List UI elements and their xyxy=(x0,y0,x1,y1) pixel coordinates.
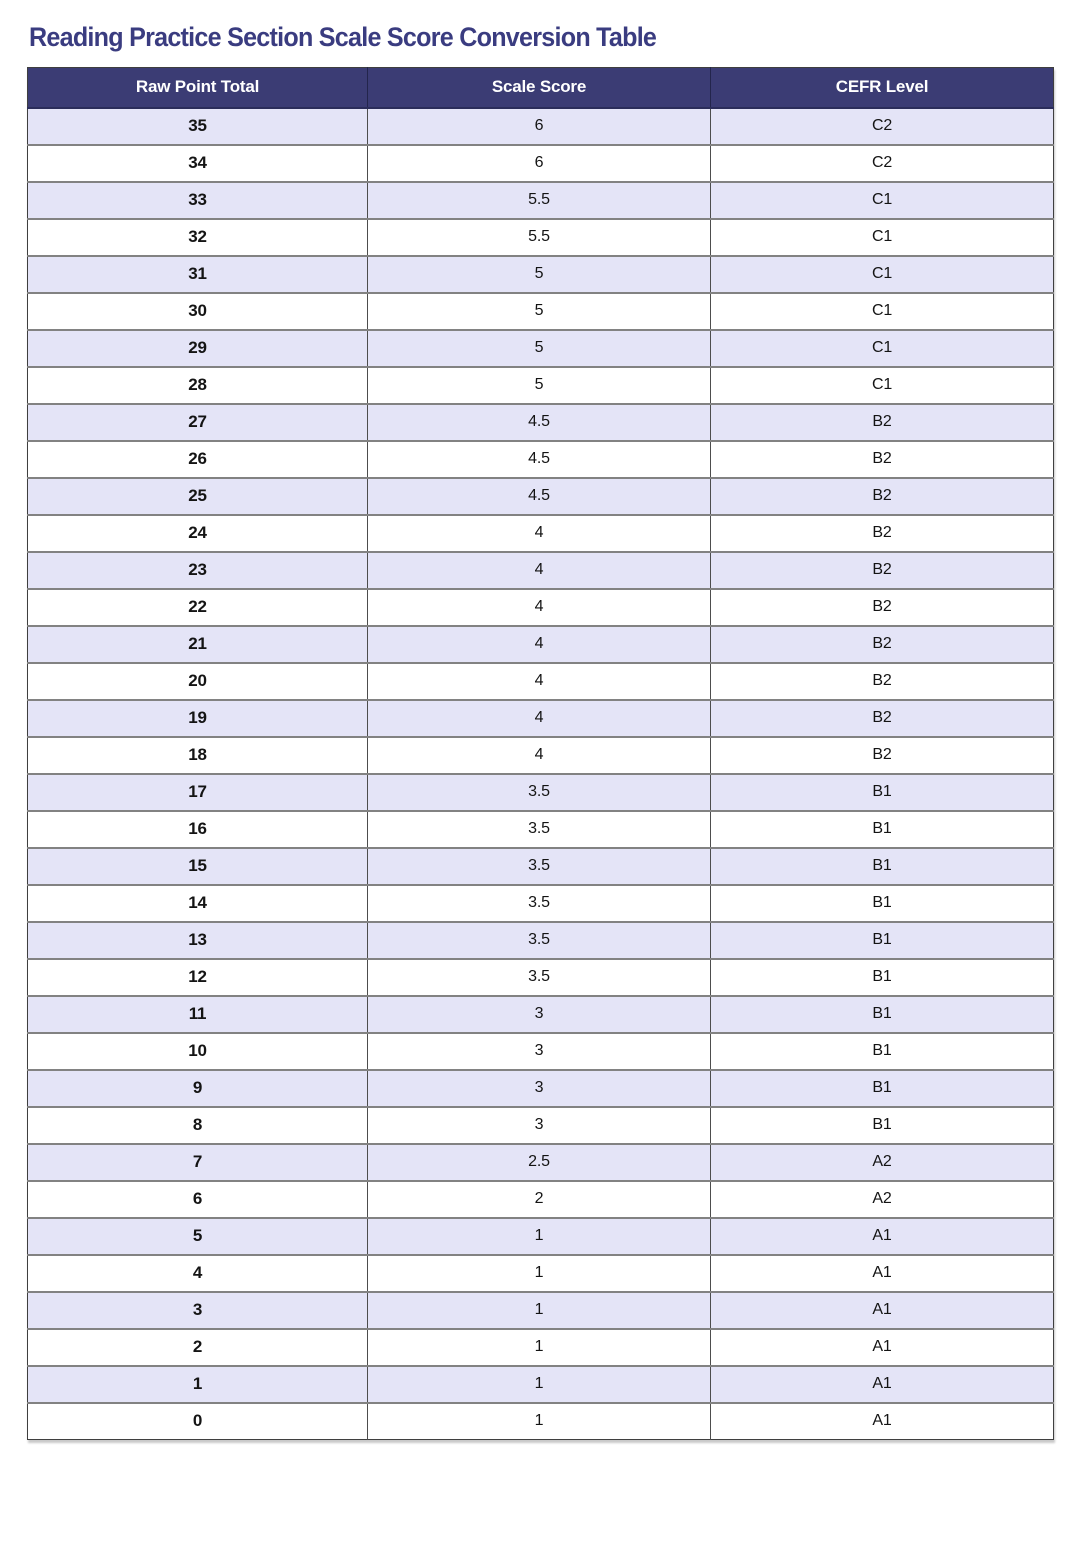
scale-score-cell: 5.5 xyxy=(368,219,711,256)
raw-point-cell: 17 xyxy=(28,774,368,811)
cefr-level-cell: C1 xyxy=(711,330,1054,367)
raw-point-cell: 9 xyxy=(28,1070,368,1107)
raw-point-cell: 12 xyxy=(28,959,368,996)
raw-point-cell: 34 xyxy=(28,145,368,182)
raw-point-cell: 24 xyxy=(28,515,368,552)
table-row xyxy=(28,1033,1054,1070)
raw-point-cell: 20 xyxy=(28,663,368,700)
raw-point-cell: 21 xyxy=(28,626,368,663)
cefr-level-cell: C1 xyxy=(711,293,1054,330)
scale-score-cell: 3 xyxy=(368,1070,711,1107)
cefr-level-cell: B1 xyxy=(711,996,1054,1033)
raw-point-cell: 33 xyxy=(28,182,368,219)
raw-point-cell: 29 xyxy=(28,330,368,367)
cefr-level-cell: B1 xyxy=(711,922,1054,959)
cefr-level-cell: B1 xyxy=(711,959,1054,996)
cefr-level-cell: C1 xyxy=(711,367,1054,404)
scale-score-cell: 4 xyxy=(368,552,711,589)
table-row xyxy=(28,1403,1054,1440)
table-row xyxy=(28,1144,1054,1181)
cefr-level-cell: B2 xyxy=(711,663,1054,700)
raw-point-cell: 16 xyxy=(28,811,368,848)
scale-score-cell: 4.5 xyxy=(368,478,711,515)
scale-score-cell: 4 xyxy=(368,700,711,737)
table-row xyxy=(28,811,1054,848)
scale-score-cell: 4 xyxy=(368,626,711,663)
table-row xyxy=(28,1218,1054,1255)
scale-score-conversion-table xyxy=(27,67,1054,1440)
raw-point-cell: 32 xyxy=(28,219,368,256)
scale-score-cell: 3 xyxy=(368,996,711,1033)
cefr-level-cell: A1 xyxy=(711,1329,1054,1366)
page-title: Reading Practice Section Scale Score Conversion Table xyxy=(29,22,657,52)
scale-score-cell: 1 xyxy=(368,1255,711,1292)
scale-score-cell: 6 xyxy=(368,145,711,182)
table-row xyxy=(28,1292,1054,1329)
table-row xyxy=(28,367,1054,404)
raw-point-cell: 2 xyxy=(28,1329,368,1366)
scale-score-cell: 4 xyxy=(368,663,711,700)
scale-score-cell: 2 xyxy=(368,1181,711,1218)
raw-point-cell: 28 xyxy=(28,367,368,404)
table-row xyxy=(28,1070,1054,1107)
cefr-level-cell: C1 xyxy=(711,182,1054,219)
raw-point-cell: 15 xyxy=(28,848,368,885)
cefr-level-cell: C1 xyxy=(711,219,1054,256)
raw-point-cell: 7 xyxy=(28,1144,368,1181)
cefr-level-cell: C1 xyxy=(711,256,1054,293)
scale-score-cell: 5 xyxy=(368,367,711,404)
cefr-level-cell: B2 xyxy=(711,737,1054,774)
cefr-level-cell: A1 xyxy=(711,1292,1054,1329)
table-row xyxy=(28,515,1054,552)
scale-score-cell: 5 xyxy=(368,330,711,367)
raw-point-cell: 30 xyxy=(28,293,368,330)
scale-score-cell: 5 xyxy=(368,293,711,330)
table-row xyxy=(28,478,1054,515)
scale-score-cell: 3.5 xyxy=(368,848,711,885)
raw-point-cell: 3 xyxy=(28,1292,368,1329)
raw-point-cell: 23 xyxy=(28,552,368,589)
scale-score-cell: 2.5 xyxy=(368,1144,711,1181)
raw-point-cell: 10 xyxy=(28,1033,368,1070)
cefr-level-cell: B2 xyxy=(711,589,1054,626)
raw-point-cell: 8 xyxy=(28,1107,368,1144)
cefr-level-cell: A1 xyxy=(711,1403,1054,1440)
scale-score-cell: 3.5 xyxy=(368,885,711,922)
cefr-level-cell: B2 xyxy=(711,626,1054,663)
raw-point-cell: 5 xyxy=(28,1218,368,1255)
table-row xyxy=(28,256,1054,293)
table-header xyxy=(28,68,1054,108)
raw-point-cell: 26 xyxy=(28,441,368,478)
table-row xyxy=(28,182,1054,219)
table-row xyxy=(28,663,1054,700)
cefr-level-cell: C2 xyxy=(711,108,1054,145)
header-scale-score: Scale Score xyxy=(368,68,711,108)
cefr-level-cell: B2 xyxy=(711,441,1054,478)
header-row xyxy=(28,68,1054,108)
table-row xyxy=(28,1329,1054,1366)
table-row xyxy=(28,885,1054,922)
scale-score-cell: 1 xyxy=(368,1218,711,1255)
raw-point-cell: 6 xyxy=(28,1181,368,1218)
raw-point-cell: 4 xyxy=(28,1255,368,1292)
scale-score-cell: 3.5 xyxy=(368,811,711,848)
raw-point-cell: 13 xyxy=(28,922,368,959)
cefr-level-cell: B2 xyxy=(711,515,1054,552)
table-row xyxy=(28,848,1054,885)
table-row xyxy=(28,774,1054,811)
table-row xyxy=(28,1255,1054,1292)
table-row xyxy=(28,1366,1054,1403)
cefr-level-cell: A1 xyxy=(711,1218,1054,1255)
cefr-level-cell: A1 xyxy=(711,1255,1054,1292)
cefr-level-cell: B1 xyxy=(711,1107,1054,1144)
cefr-level-cell: B1 xyxy=(711,885,1054,922)
table-row xyxy=(28,1181,1054,1218)
scale-score-cell: 5 xyxy=(368,256,711,293)
scale-score-cell: 6 xyxy=(368,108,711,145)
header-raw-point-total: Raw Point Total xyxy=(28,68,368,108)
scale-score-cell: 3.5 xyxy=(368,959,711,996)
table-row xyxy=(28,293,1054,330)
table-row xyxy=(28,959,1054,996)
table-row xyxy=(28,145,1054,182)
scale-score-cell: 4.5 xyxy=(368,441,711,478)
cefr-level-cell: B2 xyxy=(711,404,1054,441)
table-row xyxy=(28,626,1054,663)
scale-score-cell: 1 xyxy=(368,1329,711,1366)
table-row xyxy=(28,589,1054,626)
raw-point-cell: 25 xyxy=(28,478,368,515)
raw-point-cell: 1 xyxy=(28,1366,368,1403)
scale-score-cell: 4 xyxy=(368,589,711,626)
table-row xyxy=(28,330,1054,367)
raw-point-cell: 35 xyxy=(28,108,368,145)
table-row xyxy=(28,404,1054,441)
table-row xyxy=(28,1107,1054,1144)
cefr-level-cell: A2 xyxy=(711,1144,1054,1181)
cefr-level-cell: B2 xyxy=(711,700,1054,737)
scale-score-cell: 1 xyxy=(368,1403,711,1440)
raw-point-cell: 19 xyxy=(28,700,368,737)
table-row xyxy=(28,441,1054,478)
scale-score-cell: 5.5 xyxy=(368,182,711,219)
raw-point-cell: 11 xyxy=(28,996,368,1033)
header-cefr-level: CEFR Level xyxy=(711,68,1054,108)
cefr-level-cell: B1 xyxy=(711,1070,1054,1107)
cefr-level-cell: A2 xyxy=(711,1181,1054,1218)
scale-score-cell: 1 xyxy=(368,1292,711,1329)
scale-score-cell: 3 xyxy=(368,1107,711,1144)
cefr-level-cell: A1 xyxy=(711,1366,1054,1403)
table-row xyxy=(28,700,1054,737)
scale-score-cell: 3.5 xyxy=(368,774,711,811)
table-row xyxy=(28,996,1054,1033)
table-row xyxy=(28,737,1054,774)
raw-point-cell: 18 xyxy=(28,737,368,774)
cefr-level-cell: B1 xyxy=(711,1033,1054,1070)
scale-score-cell: 1 xyxy=(368,1366,711,1403)
raw-point-cell: 0 xyxy=(28,1403,368,1440)
scale-score-cell: 4 xyxy=(368,737,711,774)
scale-score-cell: 3.5 xyxy=(368,922,711,959)
conversion-table-body xyxy=(28,108,1054,1440)
scale-score-cell: 3 xyxy=(368,1033,711,1070)
cefr-level-cell: B2 xyxy=(711,478,1054,515)
raw-point-cell: 31 xyxy=(28,256,368,293)
raw-point-cell: 14 xyxy=(28,885,368,922)
cefr-level-cell: C2 xyxy=(711,145,1054,182)
raw-point-cell: 27 xyxy=(28,404,368,441)
cefr-level-cell: B1 xyxy=(711,774,1054,811)
table-row xyxy=(28,108,1054,145)
table-row xyxy=(28,219,1054,256)
cefr-level-cell: B2 xyxy=(711,552,1054,589)
scale-score-cell: 4 xyxy=(368,515,711,552)
cefr-level-cell: B1 xyxy=(711,811,1054,848)
cefr-level-cell: B1 xyxy=(711,848,1054,885)
scale-score-cell: 4.5 xyxy=(368,404,711,441)
table-row xyxy=(28,552,1054,589)
raw-point-cell: 22 xyxy=(28,589,368,626)
table-row xyxy=(28,922,1054,959)
